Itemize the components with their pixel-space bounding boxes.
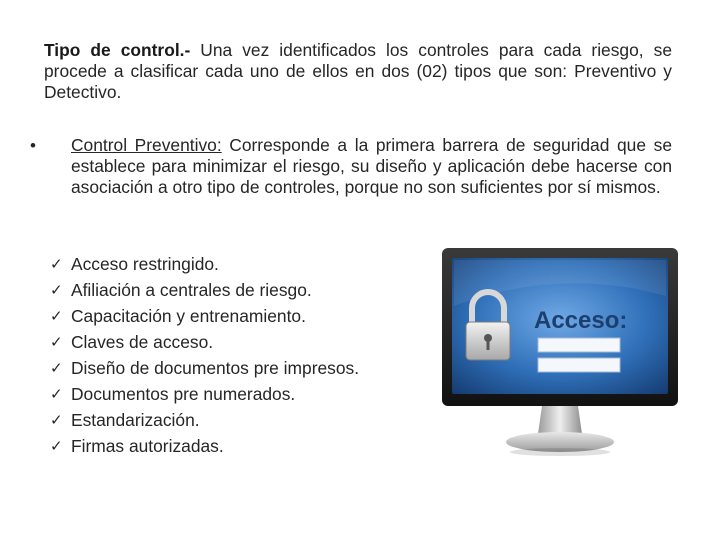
list-item: ✓ Diseño de documentos pre impresos. xyxy=(50,355,359,381)
screen-text: Acceso: xyxy=(534,307,628,334)
list-item: ✓ Firmas autorizadas. xyxy=(50,433,359,459)
check-icon: ✓ xyxy=(50,255,63,273)
list-item: ✓ Documentos pre numerados. xyxy=(50,381,359,407)
list-item: ✓ Claves de acceso. xyxy=(50,329,359,355)
check-icon: ✓ xyxy=(50,359,63,377)
monitor-stand xyxy=(538,406,582,434)
intro-paragraph xyxy=(44,40,672,103)
screen-input-field xyxy=(538,338,620,352)
bullet-control-preventivo xyxy=(30,135,672,198)
check-icon: ✓ xyxy=(50,333,63,351)
bullet-text xyxy=(71,135,672,198)
bullet-marker: • xyxy=(30,136,36,155)
list-item: ✓ Afiliación a centrales de riesgo. xyxy=(50,277,359,303)
checklist xyxy=(50,251,359,459)
screen-input-field xyxy=(538,358,620,372)
list-item: ✓ Estandarización. xyxy=(50,407,359,433)
monitor-base-shadow xyxy=(510,448,610,456)
bullet-term: Control Preventivo: xyxy=(71,135,222,155)
list-item: ✓ Acceso restringido. xyxy=(50,251,359,277)
bullet-description: Corresponde a la primera barrera de seguridad que se establece para minimizar el riesgo, su diseño y aplicación debe hacerse con asociación a otro tipo de controles, porque no son suficientes por sí mismos. xyxy=(71,135,672,197)
intro-label: Tipo de control.- xyxy=(44,40,191,60)
check-icon: ✓ xyxy=(50,437,63,455)
intro-text: Una vez identificados los controles para cada riesgo, se procede a clasificar cada uno de ellos en dos (02) tipos que son: Preventivo y Detectivo. xyxy=(44,40,672,102)
check-icon: ✓ xyxy=(50,281,63,299)
list-item: ✓ Capacitación y entrenamiento. xyxy=(50,303,359,329)
monitor-illustration xyxy=(440,246,680,466)
check-icon: ✓ xyxy=(50,385,63,403)
padlock-keyhole-slot xyxy=(487,340,490,350)
check-icon: ✓ xyxy=(50,307,63,325)
check-icon: ✓ xyxy=(50,411,63,429)
